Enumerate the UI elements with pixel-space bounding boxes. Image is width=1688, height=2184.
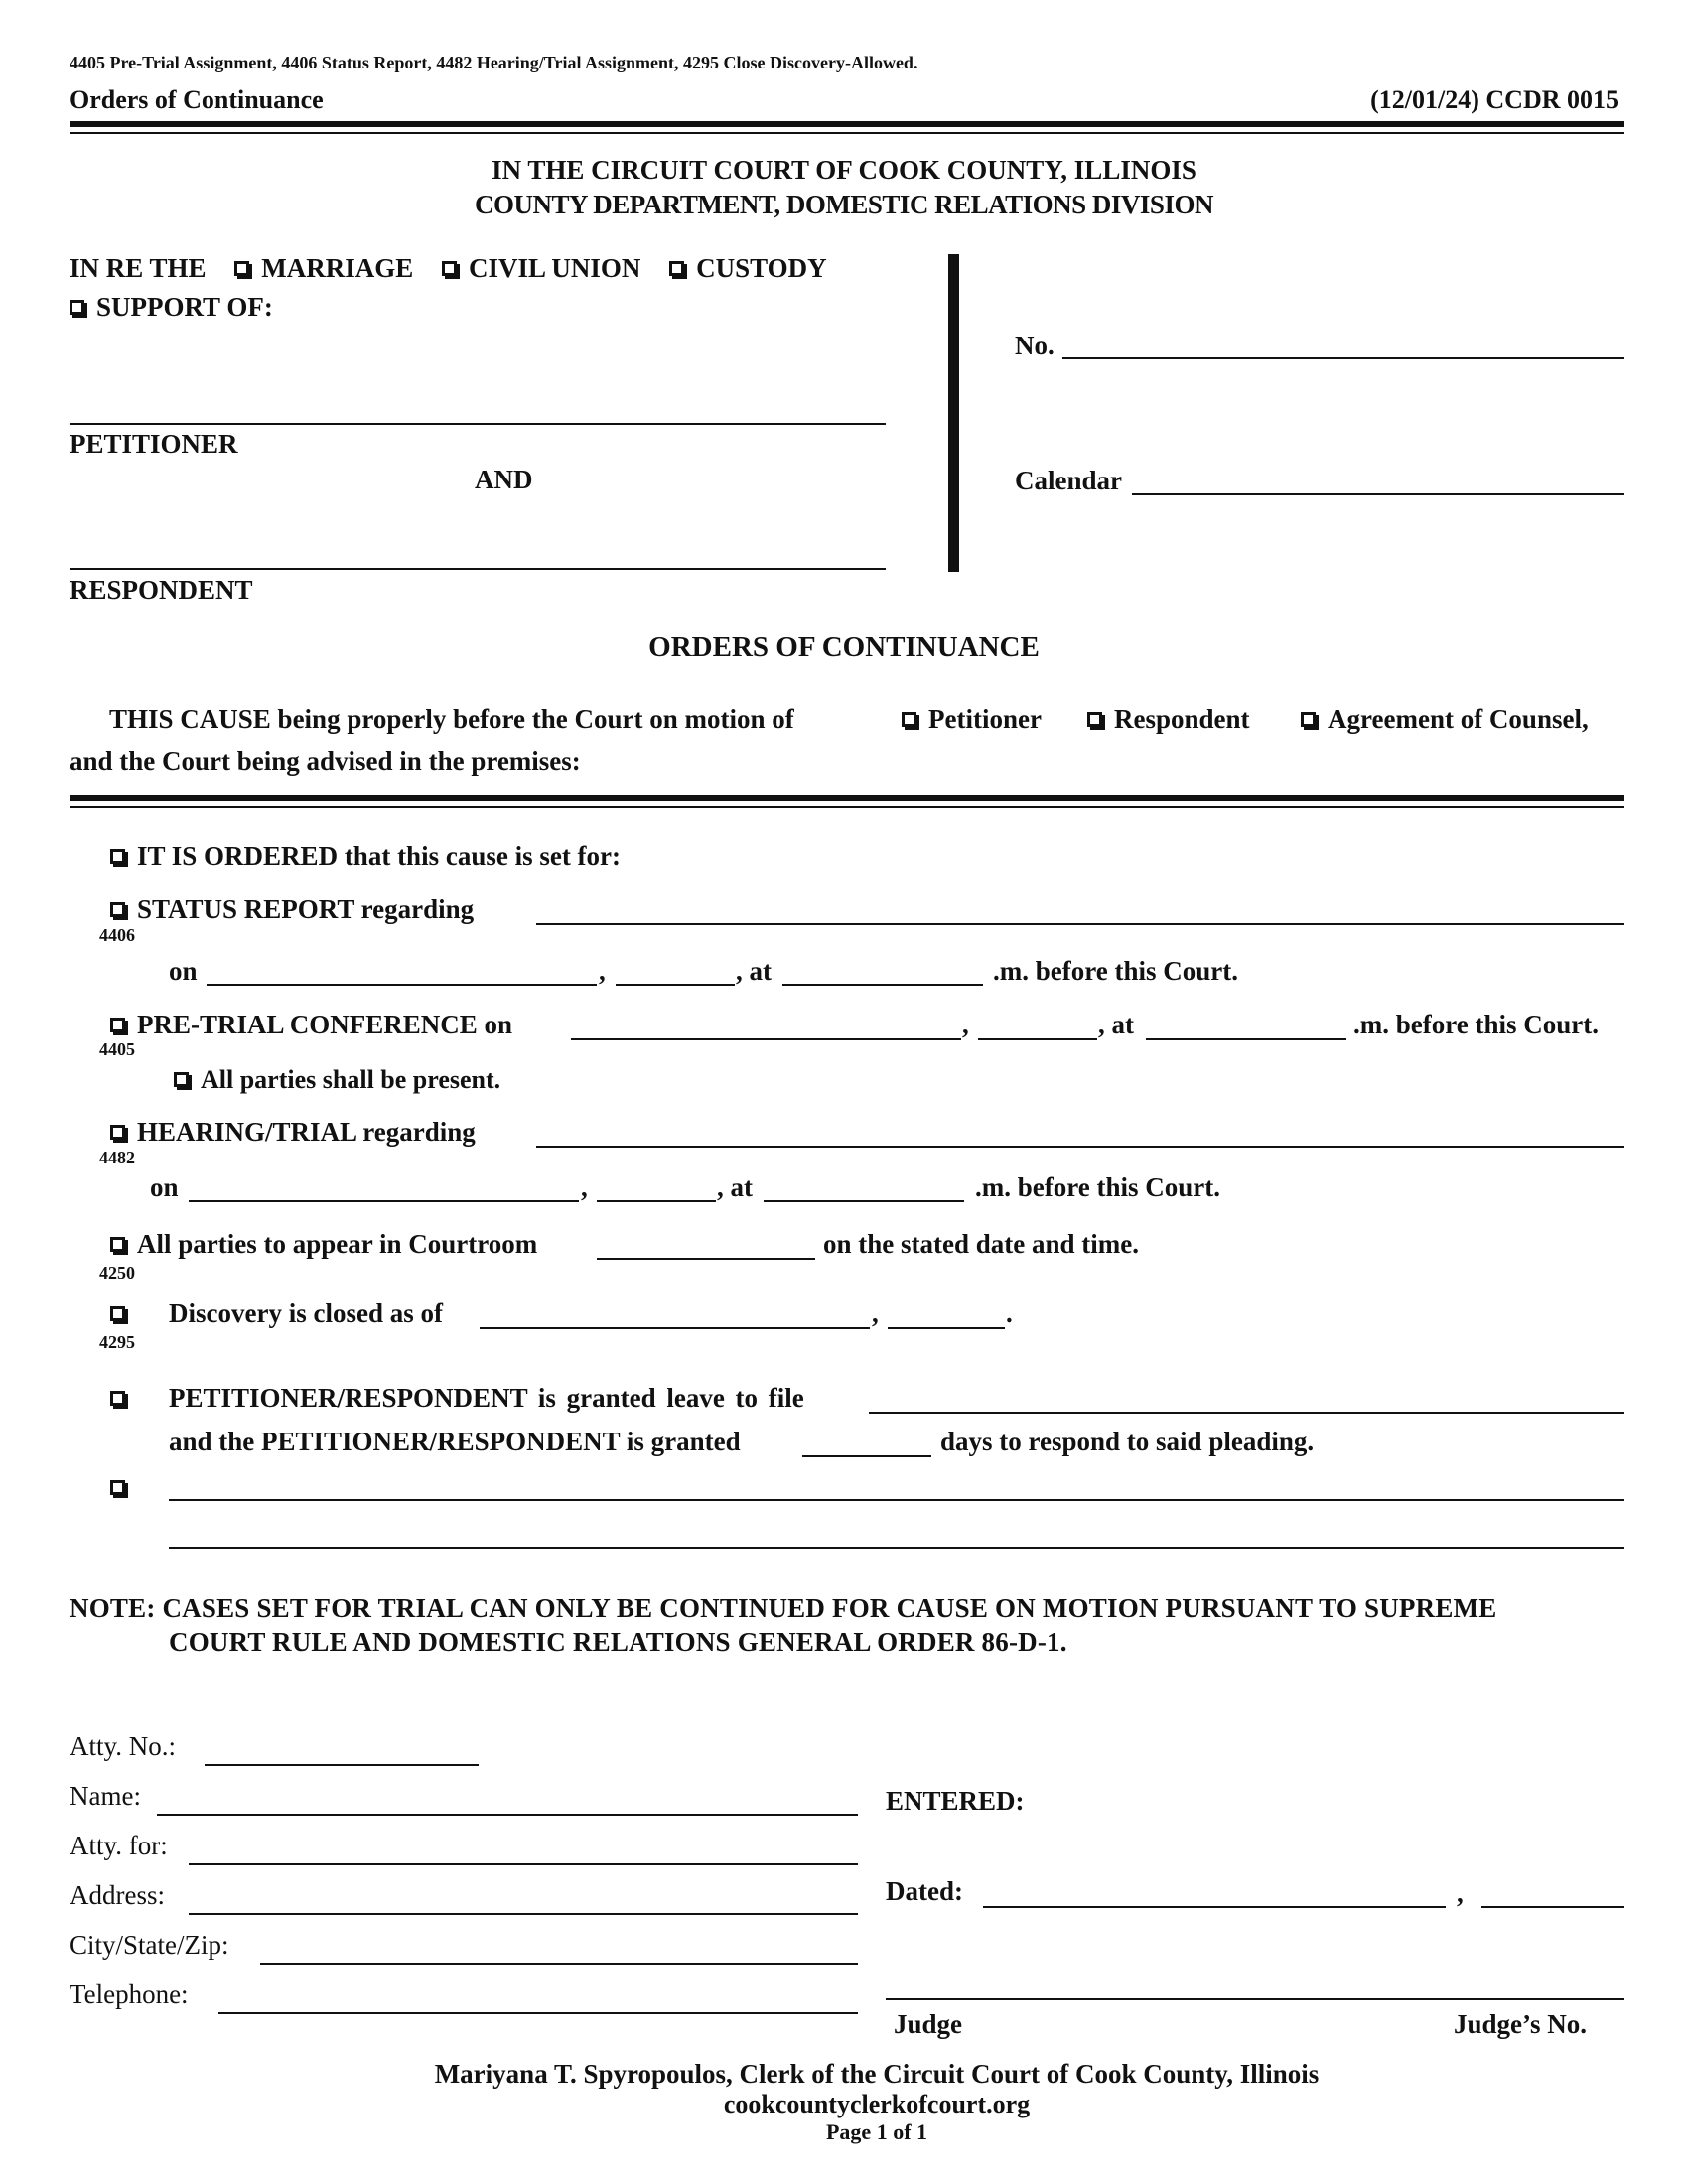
section-rule-thick xyxy=(70,795,1624,801)
custody-checkbox[interactable] xyxy=(669,261,684,276)
city-state-zip-label: City/State/Zip: xyxy=(70,1930,229,1960)
note-line-2: COURT RULE AND DOMESTIC RELATIONS GENERAL ORDER 86-D-1. xyxy=(169,1627,1067,1657)
discovery-year-field[interactable] xyxy=(888,1327,1005,1329)
hearing-comma: , xyxy=(581,1172,588,1202)
case-number-field[interactable] xyxy=(1062,357,1624,359)
motion-petitioner-option xyxy=(902,704,1042,735)
motion-respondent-checkbox[interactable] xyxy=(1087,712,1102,727)
calendar-field[interactable] xyxy=(1132,493,1624,495)
clerk-website: cookcountyclerkofcourt.org xyxy=(723,2090,1031,2118)
telephone-label: Telephone: xyxy=(70,1979,189,2009)
custody-label: CUSTODY xyxy=(696,253,827,283)
judge-label: Judge xyxy=(894,2009,963,2039)
motion-agreement-option xyxy=(1301,704,1589,735)
motion-respondent-label: Respondent xyxy=(1114,704,1250,734)
it-is-ordered-checkbox[interactable] xyxy=(110,849,125,864)
status-report-label: STATUS REPORT regarding xyxy=(137,894,475,924)
other-order-row xyxy=(110,1472,137,1503)
code-4406: 4406 xyxy=(99,925,135,945)
other-order-field-2[interactable] xyxy=(169,1547,1624,1549)
status-year-field[interactable] xyxy=(616,984,735,986)
atty-no-field[interactable] xyxy=(205,1764,479,1766)
code-4405: 4405 xyxy=(99,1039,135,1059)
form-id: (12/01/24) CCDR 0015 xyxy=(1370,85,1618,114)
case-type-row xyxy=(70,253,827,284)
pretrial-checkbox[interactable] xyxy=(110,1018,125,1032)
motion-line-2: and the Court being advised in the premises: xyxy=(70,747,581,776)
and-label: AND xyxy=(475,465,533,494)
dated-comma: , xyxy=(1457,1878,1464,1908)
judge-signature-field[interactable] xyxy=(886,1998,1624,2000)
header-rule-thick xyxy=(70,121,1624,127)
motion-petitioner-label: Petitioner xyxy=(928,704,1042,734)
status-comma: , xyxy=(599,956,606,986)
pretrial-row xyxy=(110,1010,512,1040)
telephone-field[interactable] xyxy=(218,2012,858,2014)
support-checkbox[interactable] xyxy=(70,300,84,315)
code-4482: 4482 xyxy=(99,1148,135,1167)
support-of-label: SUPPORT OF: xyxy=(96,292,273,322)
courtroom-checkbox[interactable] xyxy=(110,1237,125,1252)
hearing-label: HEARING/TRIAL regarding xyxy=(137,1117,476,1147)
stated-date-label: on the stated date and time. xyxy=(823,1229,1139,1259)
form-title-small: Orders of Continuance xyxy=(70,85,324,114)
motion-respondent-option xyxy=(1087,704,1250,735)
name-field[interactable] xyxy=(157,1814,858,1816)
other-order-field-1[interactable] xyxy=(169,1499,1624,1501)
motion-lead: THIS CAUSE being properly before the Court on motion of xyxy=(109,704,794,734)
status-report-regarding-field[interactable] xyxy=(536,923,1624,925)
case-number-label: No. xyxy=(1015,331,1055,360)
leave-label: PETITIONER/RESPONDENT is granted leave to file xyxy=(169,1383,804,1413)
atty-no-label: Atty. No.: xyxy=(70,1731,176,1761)
page-number: Page 1 of 1 xyxy=(825,2119,928,2144)
status-report-row xyxy=(110,894,474,925)
status-before-court: .m. before this Court. xyxy=(993,956,1238,986)
name-label: Name: xyxy=(70,1781,141,1811)
pretrial-comma: , xyxy=(962,1010,969,1039)
marriage-label: MARRIAGE xyxy=(261,253,414,283)
court-division: COUNTY DEPARTMENT, DOMESTIC RELATIONS DIVISION xyxy=(475,190,1213,219)
discovery-checkbox[interactable] xyxy=(110,1306,125,1321)
hearing-year-field[interactable] xyxy=(597,1200,716,1202)
note-line-1: NOTE: CASES SET FOR TRIAL CAN ONLY BE CONTINUED FOR CAUSE ON MOTION PURSUANT TO SUPREME xyxy=(70,1593,1497,1623)
granted-label: and the PETITIONER/RESPONDENT is granted xyxy=(169,1427,741,1456)
hearing-regarding-field[interactable] xyxy=(536,1146,1624,1148)
support-row xyxy=(70,292,273,323)
other-order-checkbox[interactable] xyxy=(110,1480,125,1495)
discovery-period: . xyxy=(1006,1298,1013,1328)
it-is-ordered-row xyxy=(110,841,621,872)
page-title: ORDERS OF CONTINUANCE xyxy=(648,631,1040,663)
hearing-checkbox[interactable] xyxy=(110,1125,125,1140)
header-rule-thin xyxy=(70,132,1624,134)
days-field[interactable] xyxy=(802,1455,931,1457)
all-present-checkbox[interactable] xyxy=(174,1072,189,1087)
entered-label: ENTERED: xyxy=(886,1786,1025,1816)
respondent-label: RESPONDENT xyxy=(70,575,253,605)
status-time-field[interactable] xyxy=(782,984,983,986)
hearing-at-label: , at xyxy=(717,1172,753,1202)
status-on-label: on xyxy=(169,956,198,986)
caption-divider xyxy=(948,254,959,572)
city-state-zip-field[interactable] xyxy=(260,1963,858,1965)
all-present-row xyxy=(174,1065,500,1095)
code-4295: 4295 xyxy=(99,1332,135,1352)
judge-number-label: Judge’s No. xyxy=(1454,2009,1588,2039)
motion-agreement-label: Agreement of Counsel, xyxy=(1328,704,1589,734)
motion-petitioner-checkbox[interactable] xyxy=(902,712,916,727)
discovery-row xyxy=(110,1298,137,1329)
dated-year-field[interactable] xyxy=(1481,1906,1624,1908)
petitioner-name-field[interactable] xyxy=(70,423,886,425)
atty-for-field[interactable] xyxy=(189,1863,858,1865)
discovery-date-field[interactable] xyxy=(480,1327,870,1329)
address-field[interactable] xyxy=(189,1913,858,1915)
leave-checkbox[interactable] xyxy=(110,1391,125,1406)
respondent-name-field[interactable] xyxy=(70,568,886,570)
status-report-checkbox[interactable] xyxy=(110,902,125,917)
court-name: IN THE CIRCUIT COURT OF COOK COUNTY, ILLINOIS xyxy=(492,155,1196,185)
dated-label: Dated: xyxy=(886,1876,963,1906)
hearing-row xyxy=(110,1117,476,1148)
code-4250: 4250 xyxy=(99,1263,135,1283)
it-is-ordered-label: IT IS ORDERED that this cause is set for: xyxy=(137,841,622,871)
hearing-date-field[interactable] xyxy=(189,1200,579,1202)
discovery-comma: , xyxy=(872,1298,879,1328)
civil-union-checkbox[interactable] xyxy=(442,261,457,276)
atty-for-label: Atty. for: xyxy=(70,1831,168,1860)
leave-row xyxy=(110,1383,137,1414)
clerk-line: Mariyana T. Spyropoulos, Clerk of the Circuit Court of Cook County, Illinois xyxy=(434,2059,1320,2089)
days-label: days to respond to said pleading. xyxy=(940,1427,1315,1456)
courtroom-field[interactable] xyxy=(597,1258,815,1260)
motion-agreement-checkbox[interactable] xyxy=(1301,712,1316,727)
civil-union-label: CIVIL UNION xyxy=(469,253,641,283)
in-re-the-label: IN RE THE xyxy=(70,253,207,283)
petitioner-label: PETITIONER xyxy=(70,429,238,459)
courtroom-row xyxy=(110,1229,537,1260)
pretrial-at-label: , at xyxy=(1098,1010,1134,1039)
pretrial-before-court: .m. before this Court. xyxy=(1353,1010,1599,1039)
status-at-label: , at xyxy=(736,956,772,986)
address-label: Address: xyxy=(70,1880,165,1910)
hearing-time-field[interactable] xyxy=(764,1200,964,1202)
pretrial-date-field[interactable] xyxy=(571,1038,961,1040)
pretrial-year-field[interactable] xyxy=(978,1038,1097,1040)
form-codes-line: 4405 Pre-Trial Assignment, 4406 Status Report, 4482 Hearing/Trial Assignment, 4295 Close Discovery-Allowed. xyxy=(70,53,918,72)
discovery-label: Discovery is closed as of xyxy=(169,1298,443,1328)
pretrial-time-field[interactable] xyxy=(1146,1038,1346,1040)
leave-to-file-field[interactable] xyxy=(869,1412,1624,1414)
courtroom-label: All parties to appear in Courtroom xyxy=(137,1229,538,1259)
marriage-checkbox[interactable] xyxy=(234,261,249,276)
section-rule-thin xyxy=(70,806,1624,808)
all-present-label: All parties shall be present. xyxy=(201,1065,501,1094)
dated-field[interactable] xyxy=(983,1906,1446,1908)
hearing-on-label: on xyxy=(150,1172,179,1202)
hearing-before-court: .m. before this Court. xyxy=(975,1172,1220,1202)
calendar-label: Calendar xyxy=(1015,466,1122,495)
pretrial-label: PRE-TRIAL CONFERENCE on xyxy=(137,1010,513,1039)
status-date-field[interactable] xyxy=(207,984,597,986)
